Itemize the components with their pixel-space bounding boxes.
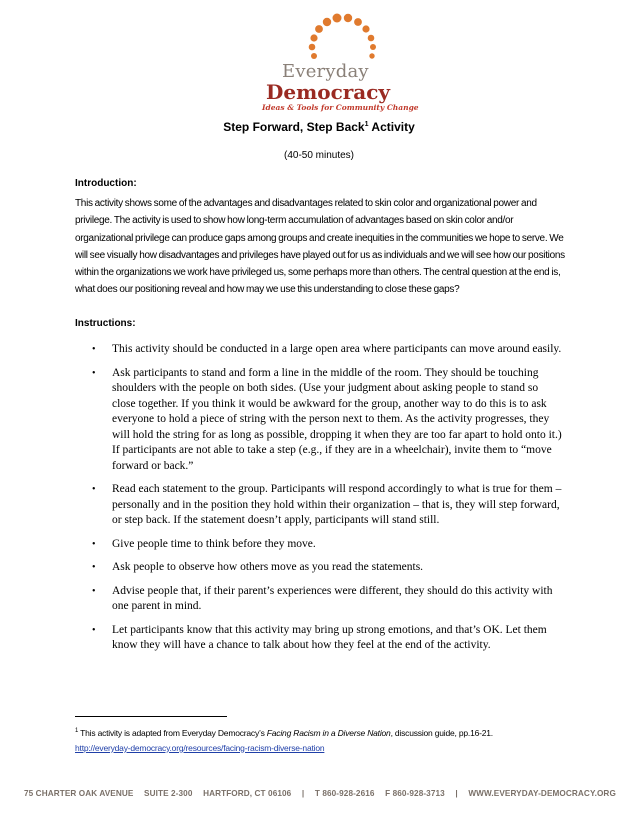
list-item (92, 560, 562, 576)
footnote-guide-title: Facing Racism in a Diverse Nation (266, 727, 391, 738)
bullet-icon: • (92, 484, 96, 495)
list-item (92, 584, 562, 615)
page-footer (24, 785, 616, 801)
introduction-paragraph: This activity shows some of the advantages and disadvantages related to skin color and organizational power and privilege. The activity is used to show how long-term accumulation of advantages based on skin color and/or organizational privilege can produce gaps among groups and create inequities in the communities we hope to serve. We will see visually how disadvantages and privileges have played out for us as individuals and we will see how our positions within the organizations we work have privileged us, some perhaps more than others. The central question at the end is, what does our positioning reveal and how may we use this understanding to close these gaps? (75, 198, 565, 296)
list-item-text: This activity should be conducted in a large open area where participants can move around easily. (112, 343, 562, 355)
list-item (92, 366, 562, 475)
page-title (0, 120, 638, 134)
footer-address: 75 CHARTER OAK AVENUE (24, 788, 134, 798)
duration-subtitle: (40-50 minutes) (283, 150, 355, 161)
logo-tagline: Ideas & Tools for Community Change (262, 103, 419, 112)
footnote-text-after: , discussion guide, pp.16-21. (390, 727, 493, 738)
introduction-heading: Introduction: (75, 178, 137, 189)
instructions-list (92, 342, 562, 662)
footnote-link[interactable]: http://everyday-democracy.org/resources/facing-racism-diverse-nation (75, 742, 325, 753)
instructions-heading: Instructions: (75, 318, 136, 329)
logo-word-everyday: Everyday (282, 61, 369, 82)
list-item (92, 623, 562, 654)
list-item-text: Let participants know that this activity may bring up strong emotions, and that’s OK. Let them know they will have a chance to talk about how they feel at the end of the activity. (112, 623, 547, 651)
title-suffix: Activity (368, 120, 415, 134)
footer-separator: | (455, 788, 458, 798)
list-item-text: Give people time to think before they move. (112, 537, 316, 550)
title-text: Step Forward, Step Back (223, 120, 365, 134)
footnote-text-before: This activity is adapted from Everyday Democracy’s (78, 727, 267, 738)
bullet-icon: • (92, 538, 96, 550)
bullet-icon: • (92, 585, 96, 597)
list-item-text: Ask people to observe how others move as you read the statements. (112, 561, 424, 573)
footer-fax: F 860-928-3713 (385, 788, 445, 798)
bullet-icon: • (92, 624, 96, 636)
footer-suite: SUITE 2-300 (144, 788, 193, 798)
list-item-text: Read each statement to the group. Participants will respond accordingly to what is true for them – personally and in the position they hold within their organization – that is, they will step forward, or step back. If the statement doesn’t apply, participants will stand still. (112, 483, 562, 526)
bullet-icon: • (92, 562, 96, 573)
footer-website: WWW.EVERYDAY-DEMOCRACY.ORG (468, 788, 616, 798)
footnote-number: 1 (75, 728, 79, 734)
footer-phone: T 860-928-2616 (314, 788, 375, 798)
footer-separator: | (301, 788, 305, 798)
title-footnote-ref: 1 (364, 121, 369, 128)
list-item-text: Ask participants to stand and form a line in the middle of the room. They should be touching shoulders with the people on both sides. (Use your judgment about asking people to stand so close together. If you think it would be awkward for the group, another way to do this is to ask everyone to hold a piece of string with the person next to them. As the activity progresses, they will hold the string for as long as possible, dropping it when they are too far apart to hold onto it.) If participants are not able to take a step (e.g., if they are in a wheelchair), invite them to “move forward or back.” (112, 366, 562, 472)
logo-word-democracy: Democracy (266, 80, 391, 104)
list-item (92, 537, 562, 553)
list-item-text: Advise people that, if their parent’s experiences were different, they should do this activity with one parent in mind. (112, 584, 553, 612)
logo-dots-arc-icon (262, 8, 412, 68)
list-item (92, 342, 562, 358)
bullet-icon: • (92, 367, 96, 379)
everyday-democracy-logo (262, 8, 419, 112)
list-item (92, 482, 562, 529)
footnote (75, 724, 575, 756)
footer-city: HARTFORD, CT 06106 (203, 788, 292, 798)
footnote-divider (75, 716, 227, 717)
bullet-icon: • (92, 344, 96, 355)
